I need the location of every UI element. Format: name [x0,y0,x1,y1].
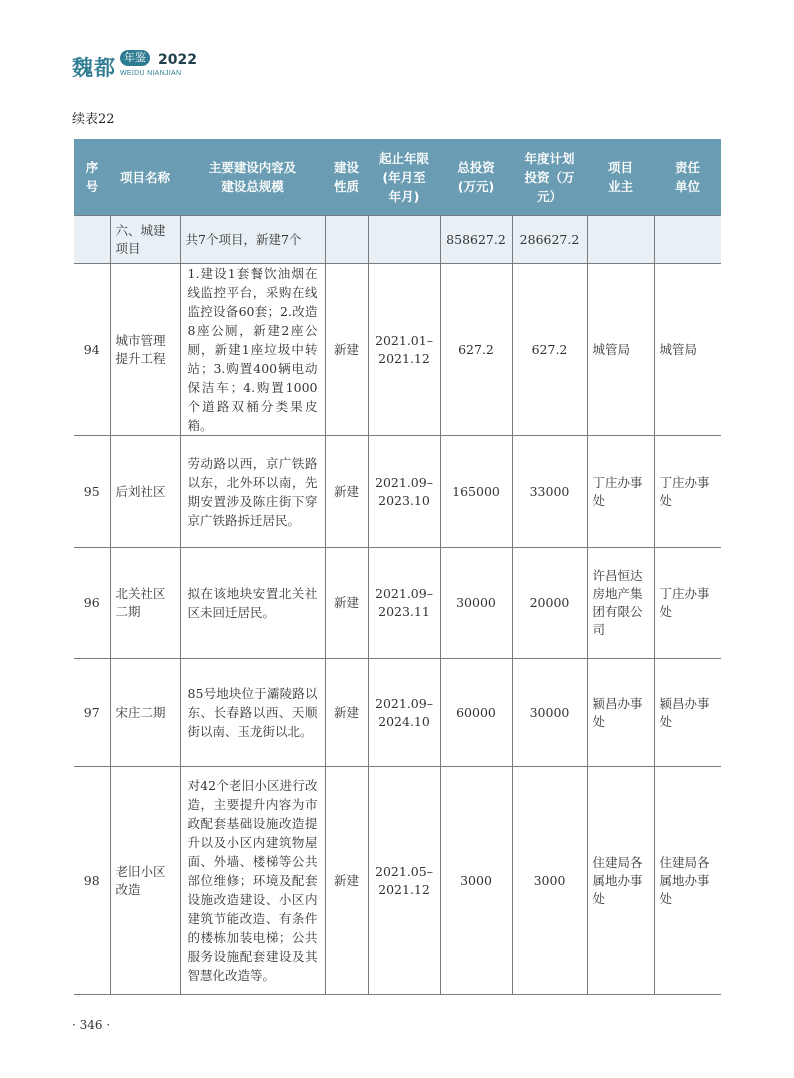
cell-owner [587,216,654,264]
cell-period: 2021.05–2021.12 [368,767,440,995]
logo-year: 2022 [158,52,197,68]
cell-name: 后刘社区 [110,436,180,548]
cell-nature [325,216,368,264]
cell-total: 60000 [440,659,512,767]
cell-unit: 住建局各属地办事处 [654,767,721,995]
logo-badge: 年鉴 [120,50,150,66]
table-row [74,436,721,548]
col-header-name: 项目名称 [110,139,180,216]
col-header-content: 主要建设内容及建设总规模 [180,139,325,216]
cell-nature: 新建 [325,436,368,548]
cell-nature: 新建 [325,264,368,436]
cell-name: 北关社区二期 [110,548,180,659]
cell-content: 拟在该地块安置北关社区未回迁居民。 [180,548,325,659]
cell-annual: 30000 [512,659,587,767]
cell-no: 96 [74,548,110,659]
cell-total: 30000 [440,548,512,659]
cell-nature: 新建 [325,548,368,659]
col-header-no: 序号 [74,139,110,216]
table-row [74,767,721,995]
cell-annual: 286627.2 [512,216,587,264]
cell-total: 3000 [440,767,512,995]
cell-annual: 33000 [512,436,587,548]
cell-period: 2021.09–2024.10 [368,659,440,767]
table-caption: 续表22 [72,112,115,127]
cell-name: 城市管理提升工程 [110,264,180,436]
cell-name: 宋庄二期 [110,659,180,767]
cell-owner: 许昌恒达房地产集团有限公司 [587,548,654,659]
cell-owner: 颍昌办事处 [587,659,654,767]
cell-annual: 627.2 [512,264,587,436]
col-header-period: 起止年限(年月至年月) [368,139,440,216]
cell-no: 97 [74,659,110,767]
cell-content: 劳动路以西，京广铁路以东，北外环以南，先期安置涉及陈庄街下穿京广铁路拆迁居民。 [180,436,325,548]
cell-name: 老旧小区改造 [110,767,180,995]
cell-unit [654,216,721,264]
cell-period [368,216,440,264]
cell-content: 1.建设1套餐饮油烟在线监控平台，采购在线监控设备60套；2.改造8座公厕，新建2座公厕，新建1座垃圾中转站；3.购置400辆电动保洁车；4.购置1000个道路双桶分类果皮箱。 [180,264,325,436]
cell-no: 95 [74,436,110,548]
cell-nature: 新建 [325,659,368,767]
cell-total: 627.2 [440,264,512,436]
cell-annual: 20000 [512,548,587,659]
cell-no: 98 [74,767,110,995]
cell-no: 94 [74,264,110,436]
cell-name: 六、城建项目 [110,216,180,264]
logo-subtitle: WEIDU NIANJIAN [120,70,182,77]
col-header-total: 总投资(万元) [440,139,512,216]
cell-owner: 城管局 [587,264,654,436]
cell-content: 对42个老旧小区进行改造，主要提升内容为市政配套基础设施改造提升以及小区内建筑物屋面、外墙、楼梯等公共部位维修；环境及配套设施改造建设、小区内建筑节能改造、有条件的楼栋加装电梯；公共服务设施配套建设及其智慧化改造等。 [180,767,325,995]
cell-owner: 丁庄办事处 [587,436,654,548]
cell-unit: 丁庄办事处 [654,548,721,659]
table-row-summary [74,216,721,264]
cell-content: 85号地块位于灞陵路以东、长春路以西、天顺街以南、玉龙街以北。 [180,659,325,767]
page-number: · 346 · [72,1018,111,1032]
cell-annual: 3000 [512,767,587,995]
project-table [74,139,721,995]
col-header-nature: 建设性质 [325,139,368,216]
cell-unit: 颍昌办事处 [654,659,721,767]
cell-content: 共7个项目，新建7个 [180,216,325,264]
cell-total: 858627.2 [440,216,512,264]
table-header-row [74,139,721,216]
col-header-unit: 责任单位 [654,139,721,216]
cell-period: 2021.01–2021.12 [368,264,440,436]
col-header-owner: 项目业主 [587,139,654,216]
cell-nature: 新建 [325,767,368,995]
cell-unit: 丁庄办事处 [654,436,721,548]
cell-total: 165000 [440,436,512,548]
cell-unit: 城管局 [654,264,721,436]
table-row [74,548,721,659]
cell-period: 2021.09–2023.11 [368,548,440,659]
col-header-annual: 年度计划投资（万元） [512,139,587,216]
yearbook-logo [72,48,212,88]
cell-period: 2021.09–2023.10 [368,436,440,548]
cell-owner: 住建局各属地办事处 [587,767,654,995]
table-row [74,659,721,767]
table-row [74,264,721,436]
logo-title: 魏都 [72,56,116,80]
cell-no [74,216,110,264]
